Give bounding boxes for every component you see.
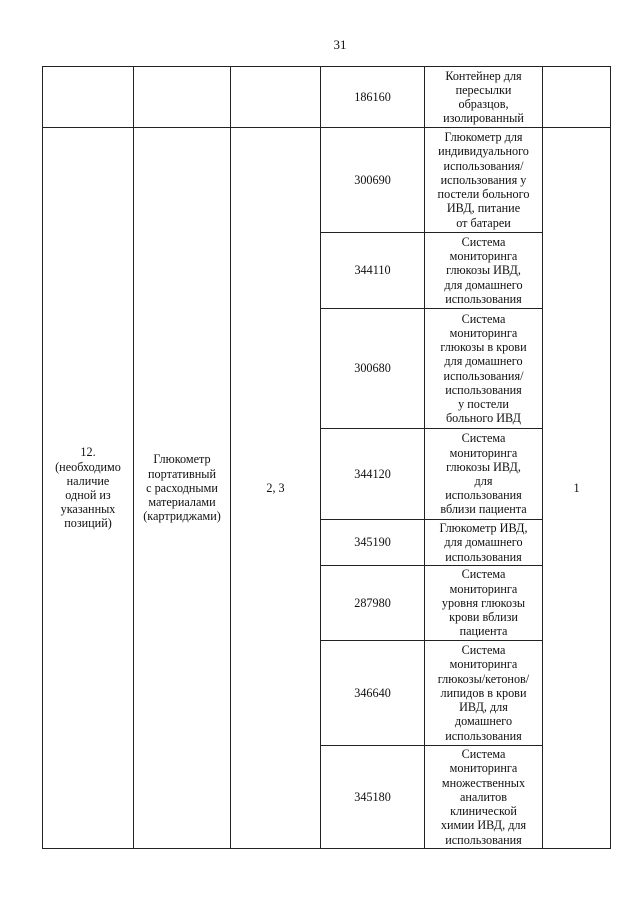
name-line: Глюкометр ИВД,	[439, 521, 528, 536]
name-line: глюкозы ИВД,	[446, 263, 521, 278]
name-line: мониторинга	[449, 325, 518, 340]
name-line: использования	[445, 728, 522, 743]
product-name-line: (картриджами)	[143, 509, 221, 524]
name-line: Система	[461, 234, 506, 249]
quantity-cell: 1	[543, 128, 611, 849]
table-row	[43, 128, 611, 233]
name-line: образцов,	[458, 97, 509, 111]
name-line: клинической	[450, 804, 517, 819]
item-number-line: позиций)	[64, 516, 112, 531]
product-name-line: портативный	[148, 466, 216, 481]
name-line: Система	[461, 747, 506, 762]
name-cell	[425, 746, 543, 849]
name-line: Система	[461, 567, 506, 582]
product-name-cell	[134, 128, 231, 849]
name-line: использования	[445, 291, 522, 306]
code-cell: 344110	[321, 233, 425, 309]
sections-cell: 2, 3	[231, 128, 321, 849]
name-line: глюкозы/кетонов/	[437, 671, 530, 686]
page-number: 31	[333, 37, 347, 52]
name-line: индивидуального	[438, 144, 529, 159]
name-line: глюкозы в крови	[440, 340, 527, 355]
name-line: мониторинга	[449, 657, 518, 672]
name-line: постели больного	[437, 187, 530, 202]
name-cell	[425, 641, 543, 746]
name-line: от батареи	[456, 215, 511, 230]
name-line: множественных	[441, 775, 526, 790]
name-line: для домашнего	[444, 354, 523, 369]
name-line: для	[474, 474, 493, 488]
name-line: больного ИВД	[445, 411, 521, 426]
name-line: домашнего	[454, 714, 513, 729]
name-cell	[425, 233, 543, 309]
empty-cell	[134, 67, 231, 128]
name-line: использования/	[443, 368, 524, 383]
name-line: использования/	[443, 158, 524, 173]
name-line: химии ИВД, для	[440, 818, 527, 833]
product-name-line: с расходными	[146, 480, 218, 495]
empty-cell	[231, 67, 321, 128]
name-line: аналитов	[459, 789, 508, 804]
code-cell: 344120	[321, 429, 425, 520]
code-cell: 345190	[321, 520, 425, 566]
name-line: использования	[445, 832, 522, 847]
name-line: крови вблизи	[449, 610, 518, 625]
item-number-cell	[43, 128, 134, 849]
empty-cell	[43, 67, 134, 128]
name-cell	[425, 566, 543, 641]
name-line: изолированный	[443, 111, 524, 126]
name-line: пересылки	[455, 82, 512, 97]
code-cell: 300680	[321, 309, 425, 429]
name-cell	[425, 128, 543, 233]
code-cell: 186160	[321, 67, 425, 128]
name-line: использования	[445, 488, 522, 503]
name-line: использования	[445, 549, 522, 564]
name-line: уровня глюкозы	[441, 595, 526, 610]
name-line: мониторинга	[449, 761, 518, 776]
name-line: липидов в крови	[440, 685, 527, 700]
name-line: Система	[461, 643, 506, 658]
name-cell	[425, 520, 543, 566]
name-line: у постели	[458, 396, 509, 411]
name-line: ИВД, для	[459, 700, 508, 715]
name-line: для домашнего	[444, 277, 523, 292]
item-number-line: указанных	[60, 502, 116, 517]
name-line: мониторинга	[449, 445, 518, 460]
name-line: для домашнего	[444, 535, 523, 550]
name-cell	[425, 309, 543, 429]
name-line: Контейнер для	[445, 68, 522, 83]
name-line: использования	[445, 382, 522, 397]
name-line: вблизи пациента	[440, 502, 527, 517]
product-name-line: Глюкометр	[153, 452, 211, 467]
name-line: ИВД, питание	[446, 201, 521, 216]
name-line: глюкозы ИВД,	[446, 459, 521, 474]
name-cell	[425, 429, 543, 520]
name-cell	[425, 67, 543, 128]
name-line: Система	[461, 431, 506, 446]
code-cell: 345180	[321, 746, 425, 849]
item-number-line: 12.	[80, 445, 96, 460]
name-line: Глюкометр для	[444, 130, 523, 145]
name-line: Система	[461, 311, 506, 326]
item-number-line: (необходимо	[55, 459, 121, 474]
name-line: пациента	[459, 624, 508, 639]
equipment-table	[42, 66, 611, 849]
table-row	[43, 67, 611, 128]
name-line: мониторинга	[449, 249, 518, 264]
item-number-line: наличие	[66, 473, 110, 488]
product-name-line: материалами	[148, 495, 216, 510]
code-cell: 287980	[321, 566, 425, 641]
empty-cell	[543, 67, 611, 128]
item-number-line: одной из	[65, 488, 111, 502]
name-line: мониторинга	[449, 581, 518, 596]
code-cell: 346640	[321, 641, 425, 746]
code-cell: 300690	[321, 128, 425, 233]
name-line: использования у	[440, 172, 527, 187]
